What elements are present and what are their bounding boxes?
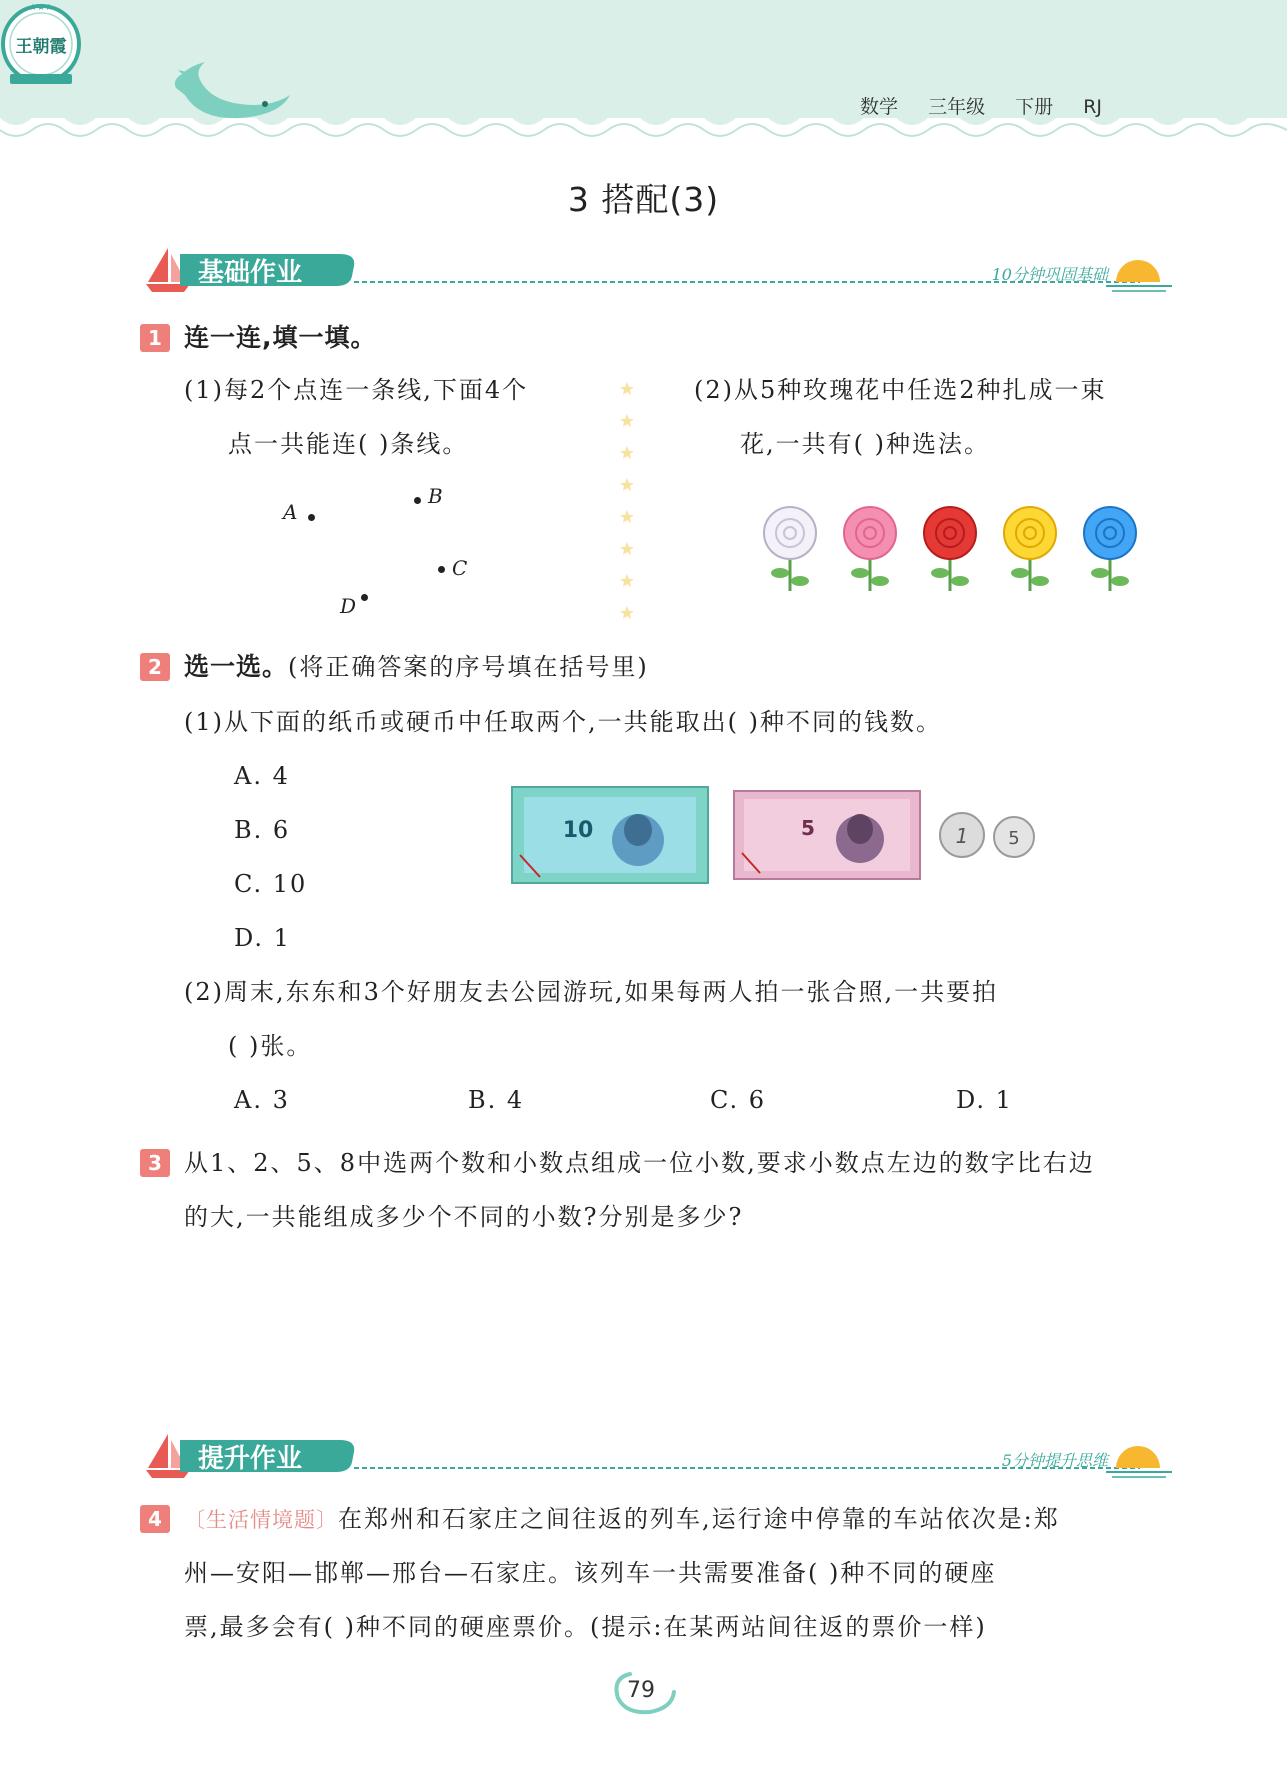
point-a [308,514,315,521]
q1-part1-line2: 点一共能连( )条线。 [228,430,469,458]
banknote-10-yuan-icon [512,787,708,883]
point-b [414,497,421,504]
page-header [0,0,1287,160]
rose-white-icon [764,507,816,591]
rose-pink-icon [844,507,896,591]
point-label-a: A [283,500,298,524]
svg-text:★★★: ★★★ [28,3,54,13]
sunrise-icon [1106,1446,1172,1477]
rose-red-icon [924,507,976,591]
question-2-heading [184,651,649,683]
q2-head-note: (将正确答案的序号填在括号里) [288,653,649,681]
q2-part2-option-b: B. 4 [468,1086,525,1114]
question-number-2: 2 [140,653,170,681]
publisher-logo [0,0,82,90]
page-number [610,1668,680,1718]
q2-part1-option-c: C. 10 [234,870,308,898]
edition-label: RJ [1083,96,1102,118]
sunrise-icon [1106,260,1172,291]
point-label-b: B [428,484,443,508]
coin-5-value: 5 [1008,828,1020,849]
volume-label: 下册 [1015,96,1054,118]
subject-info [842,92,1102,119]
banknote-10-value: 10 [562,818,594,843]
q3-line2: 的大,一共能组成多少个不同的小数?分别是多少? [184,1203,744,1231]
question-number-3: 3 [140,1149,170,1177]
q2-part2-line1: (2)周末,东东和3个好朋友去公园游玩,如果每两人拍一张合照,一共要拍 [184,978,999,1006]
coin-1-yuan-icon [940,813,984,857]
q2-head-label: 选一选。 [184,652,289,681]
section-label-advanced: 提升作业 [198,1444,303,1474]
q2-part2-option-c: C. 6 [710,1086,767,1114]
point-label-c: C [452,556,468,580]
money-illustration [510,785,1040,885]
q2-part1-option-d: D. 1 [234,924,291,952]
q4-tag: 〔生活情境题〕 [184,1508,338,1532]
q2-part1-option-b: B. 6 [234,816,291,844]
section-label-basic: 基础作业 [198,258,303,288]
point-c [438,566,445,573]
question-number-1: 1 [140,324,170,352]
q1-part2-line2: 花,一共有( )种选法。 [740,430,990,458]
coin-5-jiao-icon [994,817,1034,857]
section-header-advanced [140,1430,1180,1482]
q2-part2-option-d: D. 1 [956,1086,1013,1114]
banknote-5-yuan-icon [734,791,920,879]
point-d [361,594,368,601]
roses-illustration [752,505,1152,595]
q2-part1-option-a: A. 4 [234,762,290,790]
rose-yellow-icon [1004,507,1056,591]
section-header-basic [140,244,1180,296]
wave-banner [0,0,1287,160]
q4-line2: 州—安阳—邯郸—邢台—石家庄。该列车一共需要准备( )种不同的硬座 [184,1559,997,1587]
q3-line1: 从1、2、5、8中选两个数和小数点组成一位小数,要求小数点左边的数字比右边 [184,1149,1095,1177]
rose-blue-icon [1084,507,1136,591]
star-divider [620,380,634,620]
q2-part2-line2: ( )张。 [228,1032,313,1060]
grade-label: 三年级 [928,96,986,118]
q1-part1-line1: (1)每2个点连一条线,下面4个 [184,376,529,404]
question-number-4: 4 [140,1505,170,1533]
question-1-heading: 连一连,填一填。 [184,323,377,352]
q2-part1-text: (1)从下面的纸币或硬币中任取两个,一共能取出( )种不同的钱数。 [184,708,942,736]
q4-line1 [184,1503,1060,1536]
banknote-5-value: 5 [801,816,815,840]
q1-part2-line1: (2)从5种玫瑰花中任选2种扎成一束 [694,376,1107,404]
q4-line3: 票,最多会有( )种不同的硬座票价。(提示:在某两站间往返的票价一样) [184,1613,987,1641]
coin-1-value: 1 [955,824,969,848]
q4-line1-text: 在郑州和石家庄之间往返的列车,运行途中停靠的车站依次是:郑 [338,1505,1060,1533]
subject-label: 数学 [860,96,899,118]
page-number-text: 79 [627,1678,655,1703]
logo-text: 王朝霞 [15,37,67,57]
point-label-d: D [340,594,357,618]
section-note-basic: 10分钟巩固基础 [991,265,1108,284]
q2-part2-option-a: A. 3 [234,1086,290,1114]
section-note-advanced: 5分钟提升思维 [1001,1451,1108,1470]
page-title: 3 搭配(3) [567,180,720,219]
